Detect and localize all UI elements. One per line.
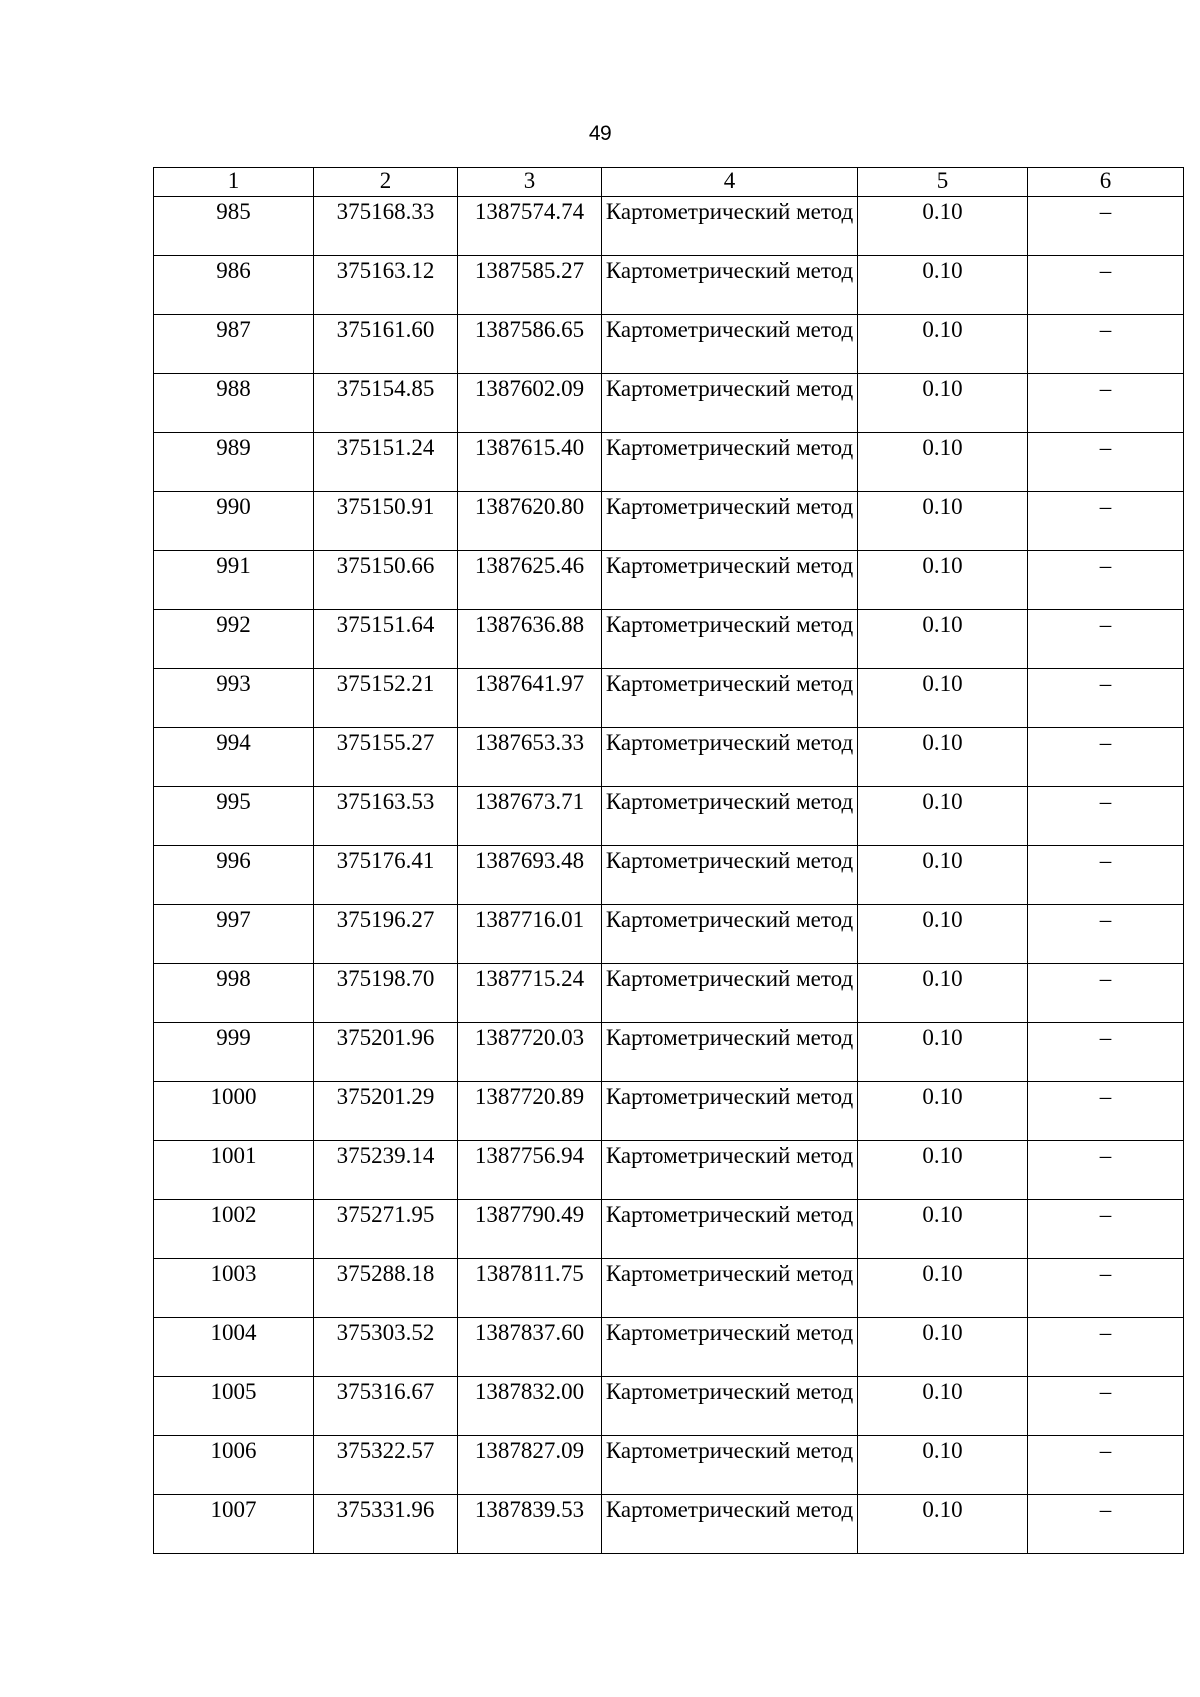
- x-coordinate-cell: 375163.53: [314, 787, 458, 846]
- point-number-cell: 988: [154, 374, 314, 433]
- note-cell: –: [1028, 1436, 1184, 1495]
- y-coordinate-cell: 1387715.24: [458, 964, 602, 1023]
- point-number-cell: 1001: [154, 1141, 314, 1200]
- method-cell: Картометрический метод: [602, 315, 858, 374]
- x-coordinate-cell: 375152.21: [314, 669, 458, 728]
- y-coordinate-cell: 1387756.94: [458, 1141, 602, 1200]
- table-body: [154, 168, 1184, 1554]
- point-number-cell: 1000: [154, 1082, 314, 1141]
- y-coordinate-cell: 1387585.27: [458, 256, 602, 315]
- accuracy-cell: 0.10: [858, 551, 1028, 610]
- x-coordinate-cell: 375196.27: [314, 905, 458, 964]
- table-row: [154, 1436, 1184, 1495]
- accuracy-cell: 0.10: [858, 1259, 1028, 1318]
- column-header-4: 4: [602, 168, 858, 197]
- table-row: [154, 197, 1184, 256]
- table-row: [154, 1377, 1184, 1436]
- note-cell: –: [1028, 964, 1184, 1023]
- point-number-cell: 1006: [154, 1436, 314, 1495]
- table-row: [154, 964, 1184, 1023]
- y-coordinate-cell: 1387693.48: [458, 846, 602, 905]
- note-cell: –: [1028, 1082, 1184, 1141]
- point-number-cell: 1003: [154, 1259, 314, 1318]
- point-number-cell: 990: [154, 492, 314, 551]
- point-number-cell: 985: [154, 197, 314, 256]
- table-row: [154, 1082, 1184, 1141]
- method-cell: Картометрический метод: [602, 787, 858, 846]
- y-coordinate-cell: 1387586.65: [458, 315, 602, 374]
- point-number-cell: 1007: [154, 1495, 314, 1554]
- method-cell: Картометрический метод: [602, 669, 858, 728]
- x-coordinate-cell: 375155.27: [314, 728, 458, 787]
- method-cell: Картометрический метод: [602, 1259, 858, 1318]
- accuracy-cell: 0.10: [858, 846, 1028, 905]
- method-cell: Картометрический метод: [602, 256, 858, 315]
- table-row: [154, 492, 1184, 551]
- y-coordinate-cell: 1387653.33: [458, 728, 602, 787]
- accuracy-cell: 0.10: [858, 1023, 1028, 1082]
- x-coordinate-cell: 375150.66: [314, 551, 458, 610]
- method-cell: Картометрический метод: [602, 728, 858, 787]
- point-number-cell: 987: [154, 315, 314, 374]
- accuracy-cell: 0.10: [858, 374, 1028, 433]
- table-row: [154, 1259, 1184, 1318]
- note-cell: –: [1028, 256, 1184, 315]
- x-coordinate-cell: 375288.18: [314, 1259, 458, 1318]
- method-cell: Картометрический метод: [602, 1082, 858, 1141]
- note-cell: –: [1028, 374, 1184, 433]
- y-coordinate-cell: 1387636.88: [458, 610, 602, 669]
- accuracy-cell: 0.10: [858, 669, 1028, 728]
- point-number-cell: 995: [154, 787, 314, 846]
- accuracy-cell: 0.10: [858, 610, 1028, 669]
- y-coordinate-cell: 1387620.80: [458, 492, 602, 551]
- column-header-5: 5: [858, 168, 1028, 197]
- accuracy-cell: 0.10: [858, 964, 1028, 1023]
- table-row: [154, 551, 1184, 610]
- x-coordinate-cell: 375151.24: [314, 433, 458, 492]
- accuracy-cell: 0.10: [858, 1082, 1028, 1141]
- table-header-row: [154, 168, 1184, 197]
- table-row: [154, 374, 1184, 433]
- table-row: [154, 669, 1184, 728]
- point-number-cell: 1002: [154, 1200, 314, 1259]
- y-coordinate-cell: 1387641.97: [458, 669, 602, 728]
- x-coordinate-cell: 375201.29: [314, 1082, 458, 1141]
- accuracy-cell: 0.10: [858, 315, 1028, 374]
- point-number-cell: 986: [154, 256, 314, 315]
- note-cell: –: [1028, 1259, 1184, 1318]
- table-row: [154, 1023, 1184, 1082]
- method-cell: Картометрический метод: [602, 1200, 858, 1259]
- method-cell: Картометрический метод: [602, 551, 858, 610]
- note-cell: –: [1028, 846, 1184, 905]
- point-number-cell: 1004: [154, 1318, 314, 1377]
- y-coordinate-cell: 1387837.60: [458, 1318, 602, 1377]
- column-header-3: 3: [458, 168, 602, 197]
- y-coordinate-cell: 1387790.49: [458, 1200, 602, 1259]
- y-coordinate-cell: 1387615.40: [458, 433, 602, 492]
- table-row: [154, 610, 1184, 669]
- method-cell: Картометрический метод: [602, 1023, 858, 1082]
- accuracy-cell: 0.10: [858, 728, 1028, 787]
- note-cell: –: [1028, 433, 1184, 492]
- point-number-cell: 993: [154, 669, 314, 728]
- accuracy-cell: 0.10: [858, 1436, 1028, 1495]
- table-row: [154, 905, 1184, 964]
- x-coordinate-cell: 375239.14: [314, 1141, 458, 1200]
- x-coordinate-cell: 375168.33: [314, 197, 458, 256]
- x-coordinate-cell: 375151.64: [314, 610, 458, 669]
- point-number-cell: 996: [154, 846, 314, 905]
- accuracy-cell: 0.10: [858, 1141, 1028, 1200]
- table-row: [154, 1200, 1184, 1259]
- method-cell: Картометрический метод: [602, 610, 858, 669]
- table-row: [154, 728, 1184, 787]
- point-number-cell: 991: [154, 551, 314, 610]
- y-coordinate-cell: 1387673.71: [458, 787, 602, 846]
- y-coordinate-cell: 1387720.03: [458, 1023, 602, 1082]
- x-coordinate-cell: 375271.95: [314, 1200, 458, 1259]
- x-coordinate-cell: 375201.96: [314, 1023, 458, 1082]
- y-coordinate-cell: 1387839.53: [458, 1495, 602, 1554]
- note-cell: –: [1028, 787, 1184, 846]
- accuracy-cell: 0.10: [858, 1377, 1028, 1436]
- table-row: [154, 433, 1184, 492]
- x-coordinate-cell: 375303.52: [314, 1318, 458, 1377]
- y-coordinate-cell: 1387625.46: [458, 551, 602, 610]
- note-cell: –: [1028, 315, 1184, 374]
- point-number-cell: 989: [154, 433, 314, 492]
- column-header-2: 2: [314, 168, 458, 197]
- method-cell: Картометрический метод: [602, 1318, 858, 1377]
- x-coordinate-cell: 375176.41: [314, 846, 458, 905]
- y-coordinate-cell: 1387716.01: [458, 905, 602, 964]
- method-cell: Картометрический метод: [602, 374, 858, 433]
- accuracy-cell: 0.10: [858, 433, 1028, 492]
- y-coordinate-cell: 1387832.00: [458, 1377, 602, 1436]
- accuracy-cell: 0.10: [858, 256, 1028, 315]
- accuracy-cell: 0.10: [858, 1200, 1028, 1259]
- note-cell: –: [1028, 197, 1184, 256]
- accuracy-cell: 0.10: [858, 1495, 1028, 1554]
- x-coordinate-cell: 375161.60: [314, 315, 458, 374]
- table-row: [154, 1141, 1184, 1200]
- x-coordinate-cell: 375154.85: [314, 374, 458, 433]
- table-row: [154, 315, 1184, 374]
- accuracy-cell: 0.10: [858, 197, 1028, 256]
- accuracy-cell: 0.10: [858, 492, 1028, 551]
- method-cell: Картометрический метод: [602, 964, 858, 1023]
- x-coordinate-cell: 375331.96: [314, 1495, 458, 1554]
- method-cell: Картометрический метод: [602, 1495, 858, 1554]
- note-cell: –: [1028, 492, 1184, 551]
- y-coordinate-cell: 1387811.75: [458, 1259, 602, 1318]
- y-coordinate-cell: 1387602.09: [458, 374, 602, 433]
- method-cell: Картометрический метод: [602, 492, 858, 551]
- x-coordinate-cell: 375316.67: [314, 1377, 458, 1436]
- method-cell: Картометрический метод: [602, 1377, 858, 1436]
- y-coordinate-cell: 1387720.89: [458, 1082, 602, 1141]
- note-cell: –: [1028, 1023, 1184, 1082]
- column-header-1: 1: [154, 168, 314, 197]
- note-cell: –: [1028, 610, 1184, 669]
- point-number-cell: 998: [154, 964, 314, 1023]
- method-cell: Картометрический метод: [602, 905, 858, 964]
- table-row: [154, 256, 1184, 315]
- y-coordinate-cell: 1387827.09: [458, 1436, 602, 1495]
- point-number-cell: 999: [154, 1023, 314, 1082]
- method-cell: Картометрический метод: [602, 1141, 858, 1200]
- method-cell: Картометрический метод: [602, 846, 858, 905]
- x-coordinate-cell: 375322.57: [314, 1436, 458, 1495]
- accuracy-cell: 0.10: [858, 905, 1028, 964]
- note-cell: –: [1028, 551, 1184, 610]
- x-coordinate-cell: 375198.70: [314, 964, 458, 1023]
- column-header-6: 6: [1028, 168, 1184, 197]
- accuracy-cell: 0.10: [858, 1318, 1028, 1377]
- x-coordinate-cell: 375163.12: [314, 256, 458, 315]
- table-row: [154, 1495, 1184, 1554]
- note-cell: –: [1028, 1318, 1184, 1377]
- coordinates-table: [153, 167, 1184, 1554]
- note-cell: –: [1028, 669, 1184, 728]
- table-row: [154, 846, 1184, 905]
- method-cell: Картометрический метод: [602, 197, 858, 256]
- point-number-cell: 994: [154, 728, 314, 787]
- note-cell: –: [1028, 1141, 1184, 1200]
- y-coordinate-cell: 1387574.74: [458, 197, 602, 256]
- note-cell: –: [1028, 1200, 1184, 1259]
- table-row: [154, 787, 1184, 846]
- x-coordinate-cell: 375150.91: [314, 492, 458, 551]
- method-cell: Картометрический метод: [602, 1436, 858, 1495]
- table-row: [154, 1318, 1184, 1377]
- note-cell: –: [1028, 728, 1184, 787]
- point-number-cell: 1005: [154, 1377, 314, 1436]
- accuracy-cell: 0.10: [858, 787, 1028, 846]
- note-cell: –: [1028, 1377, 1184, 1436]
- note-cell: –: [1028, 1495, 1184, 1554]
- point-number-cell: 997: [154, 905, 314, 964]
- method-cell: Картометрический метод: [602, 433, 858, 492]
- note-cell: –: [1028, 905, 1184, 964]
- point-number-cell: 992: [154, 610, 314, 669]
- page-number: 49: [588, 122, 612, 145]
